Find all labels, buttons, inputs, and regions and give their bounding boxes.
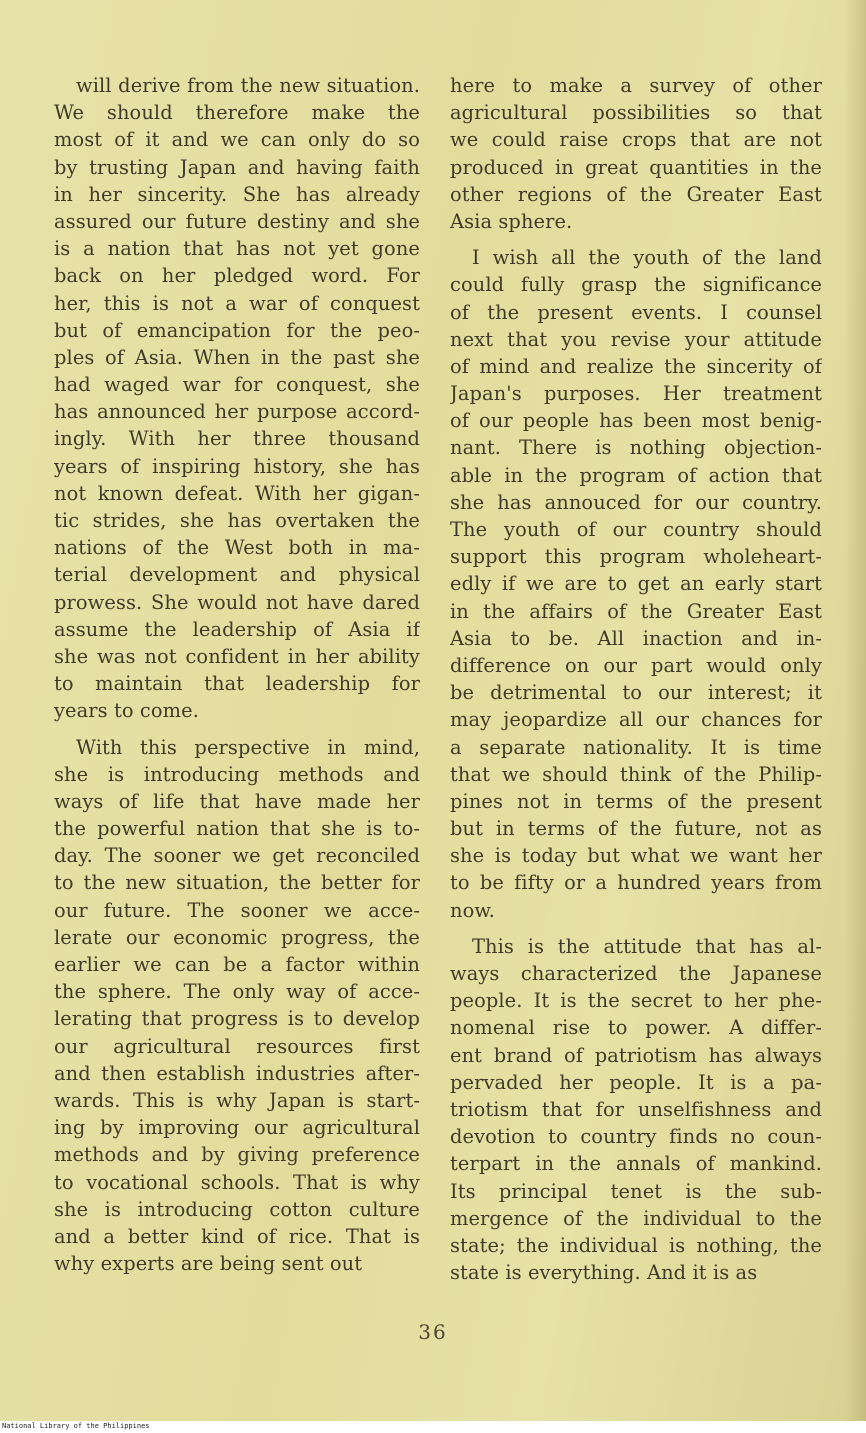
text-line: edly if we are to get an early start (450, 572, 822, 596)
text-line: be detrimental to our interest; it (450, 681, 822, 705)
text-line: Its principal tenet is the sub- (450, 1179, 822, 1203)
text-line: but of emancipation for the peo- (54, 318, 420, 342)
text-line: years of inspiring history, she has (54, 454, 420, 478)
text-line: triotism that for unselfishness and (450, 1097, 822, 1121)
text-line: she is introducing cotton culture (54, 1197, 420, 1221)
text-line: ples of Asia. When in the past she (54, 345, 420, 369)
text-line: state is everything. And it is as (450, 1261, 758, 1285)
text-line: of mind and realize the sincerity of (450, 354, 822, 378)
text-line: and a better kind of rice. That is (54, 1224, 420, 1248)
left-text-column (54, 72, 420, 1277)
text-line: a separate nationality. It is time (450, 735, 822, 759)
text-line: assume the leadership of Asia if (54, 617, 420, 641)
text-line: This is the attitude that has al- (472, 934, 822, 958)
text-line: assured our future destiny and she (54, 209, 420, 233)
text-line: With this perspective in mind, (76, 735, 420, 759)
paragraph (54, 734, 420, 1278)
text-line: support this program wholeheart- (450, 545, 822, 569)
text-line: mergence of the individual to the (450, 1206, 822, 1230)
text-line: Japan's purposes. Her treatment (450, 382, 822, 406)
text-line: I wish all the youth of the land (472, 246, 822, 270)
text-line: but in terms of the future, not as (450, 817, 822, 841)
text-line: tic strides, she has overtaken the (54, 509, 420, 532)
text-line: We should therefore make the (54, 101, 420, 125)
text-line: difference on our part would only (450, 653, 822, 677)
paragraph (450, 244, 822, 924)
footer-credit: National Library of the Philippines (2, 1422, 150, 1430)
text-line: lerate our economic progress, the (54, 925, 420, 949)
text-line: is a nation that has not yet gone (54, 237, 420, 261)
text-line: has announced her purpose accord- (54, 400, 420, 424)
text-line: terpart in the annals of mankind. (450, 1152, 822, 1176)
text-line: our future. The sooner we acce- (54, 898, 420, 922)
paragraph-gap (54, 725, 420, 734)
text-line: nations of the West both in ma- (54, 536, 420, 560)
text-line: she has annouced for our country. (450, 490, 822, 514)
text-line: terial development and physical (54, 563, 420, 587)
text-line: pervaded her people. It is a pa- (450, 1070, 822, 1094)
text-line: our agricultural resources first (54, 1034, 420, 1058)
paragraph-gap (450, 924, 822, 933)
text-line: to the new situation, the better for (54, 871, 420, 895)
text-line: she was not confident in her ability (54, 644, 420, 668)
footer-bar (0, 1421, 866, 1433)
text-line: pines not in terms of the present (450, 789, 822, 813)
text-line: had waged war for conquest, she (54, 373, 420, 397)
text-line: by trusting Japan and having faith (54, 155, 420, 179)
text-line: Asia to be. All inaction and in- (450, 626, 822, 650)
text-line: now. (450, 898, 496, 922)
text-line: the powerful nation that she is to- (54, 817, 420, 841)
text-line: in the affairs of the Greater East (450, 599, 822, 623)
text-line: most of it and we can only do so (54, 128, 420, 152)
text-line: to maintain that leadership for (54, 672, 420, 696)
text-line: we could raise crops that are not (450, 128, 822, 152)
text-line: produced in great quantities in the (450, 155, 822, 179)
text-line: other regions of the Greater East (450, 182, 822, 206)
text-line: to vocational schools. That is why (54, 1170, 420, 1194)
text-line: why experts are being sent out (54, 1252, 363, 1276)
page-number: 36 (418, 1320, 448, 1344)
text-line: The youth of our country should (450, 518, 822, 541)
text-line: prowess. She would not have dared (54, 590, 420, 614)
text-line: ways of life that have made her (54, 789, 420, 813)
text-line: may jeopardize all our chances for (450, 708, 822, 732)
text-line: day. The sooner we get reconciled (54, 844, 420, 868)
text-line: ent brand of patriotism has always (450, 1043, 822, 1067)
text-line: in her sincerity. She has already (54, 182, 420, 206)
page-edge-shadow (844, 0, 866, 1433)
text-line: that we should think of the Philip- (450, 762, 822, 786)
text-line: back on her pledged word. For (54, 264, 420, 288)
text-line: nomenal rise to power. A differ- (450, 1016, 822, 1040)
text-line: of the present events. I counsel (450, 300, 822, 324)
text-line: methods and by giving preference (54, 1143, 420, 1167)
text-line: here to make a survey of other (450, 74, 822, 97)
right-text-column (450, 72, 822, 1286)
text-line: agricultural possibilities so that (450, 101, 822, 125)
text-line: Asia sphere. (450, 209, 573, 233)
text-line: her, this is not a war of conquest (54, 291, 420, 315)
text-line: the sphere. The only way of acce- (54, 980, 420, 1004)
text-line: of our people has been most benig- (450, 409, 822, 433)
text-line: devotion to country finds no coun- (450, 1125, 822, 1149)
text-line: could fully grasp the significance (450, 273, 822, 297)
text-line: state; the individual is nothing, the (450, 1233, 822, 1257)
text-line: earlier we can be a factor within (54, 953, 420, 976)
text-line: will derive from the new situation. (76, 74, 420, 97)
paragraph (450, 933, 822, 1286)
text-line: able in the program of action that (450, 463, 822, 487)
text-line: next that you revise your attitude (450, 327, 822, 351)
text-line: ingly. With her three thousand (54, 427, 420, 451)
text-line: people. It is the secret to her phe- (450, 989, 822, 1013)
text-line: ing by improving our agricultural (54, 1116, 420, 1140)
paragraph (450, 72, 822, 235)
paragraph-gap (450, 235, 822, 244)
text-line: years to come. (54, 699, 199, 723)
text-line: she is today but what we want her (450, 844, 822, 868)
paragraph (54, 72, 420, 725)
text-line: ways characterized the Japanese (450, 962, 822, 985)
text-line: nant. There is nothing objection- (450, 436, 822, 460)
text-line: to be fifty or a hundred years from (450, 871, 822, 895)
text-line: wards. This is why Japan is start- (54, 1088, 420, 1112)
text-line: and then establish industries after- (54, 1061, 420, 1085)
text-line: she is introducing methods and (54, 762, 420, 786)
text-line: lerating that progress is to develop (54, 1007, 420, 1031)
text-line: not known defeat. With her gigan- (54, 481, 420, 505)
